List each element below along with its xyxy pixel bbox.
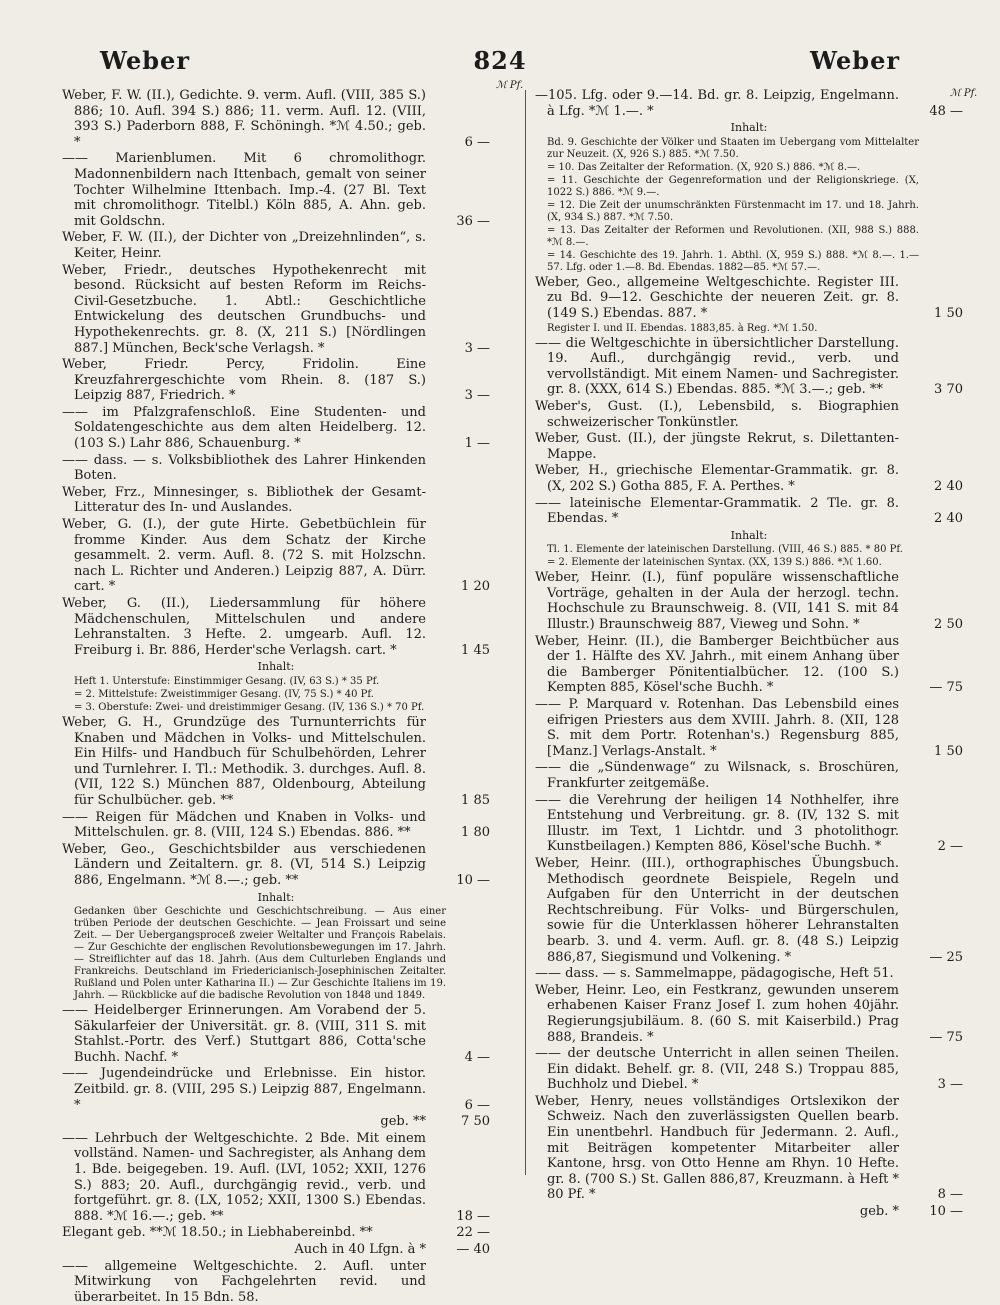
entry-price: 3 — xyxy=(464,388,490,404)
entry-text: —— lateinische Elementar-Grammatik. 2 Tle. gr. 8. Ebendas. * xyxy=(535,495,899,527)
entry-text: Weber, Heinr. (I.), fünf populäre wissenschaftliche Vorträge, gehalten in der Aula der herzogl. techn. Hochschule zu Braunschweig. 8. (VII, 141 S. mit 84 Illustr.) Braunschweig 887, Vieweg und Sohn. * xyxy=(535,570,899,633)
entry-text: Weber, Gust. (II.), der jüngste Rekrut, s. Dilettanten-Mappe. xyxy=(535,431,899,462)
bibliography-entry xyxy=(62,1242,490,1258)
bibliography-entry xyxy=(62,485,490,516)
entry-price: 36 — xyxy=(456,213,490,229)
register-note: Register I. und II. Ebendas. 1883,85. à Reg. *ℳ 1.50. xyxy=(547,322,818,334)
contents-line: = 14. Geschichte des 19. Jahrh. 1. Abthl. (X, 959 S.) 888. *ℳ 8.—. 1.—57. Lfg. oder 1.—8. Bd. Ebendas. 1882—85. *ℳ 57.—. xyxy=(547,249,919,273)
contents-line: Bd. 9. Geschichte der Völker und Staaten im Uebergang vom Mittelalter zur Neuzeit. (X, 926 S.) 885. *ℳ 7.50. xyxy=(547,136,919,160)
contents-heading: Inhalt: xyxy=(730,528,768,542)
entry-text: Elegant geb. **ℳ 18.50.; in Liebhabereinbd. ** xyxy=(62,1225,373,1241)
bibliography-entry xyxy=(62,596,490,658)
entry-price: — 75 xyxy=(929,1029,963,1045)
entry-text: —— dass. — s. Volksbibliothek des Lahrer Hinkenden Boten. xyxy=(62,452,426,484)
entry-text: Weber, Frz., Minnesinger, s. Bibliothek der Gesamt-Litteratur des In- und Auslandes. xyxy=(62,484,426,516)
entry-text: Weber, F. W. (II.), der Dichter von „Dreizehnlinden“, s. Keiter, Heinr. xyxy=(62,230,426,261)
bibliography-entry xyxy=(62,263,490,357)
entry-text: Weber, Geo., Geschichtsbilder aus verschiedenen Ländern und Zeitaltern. gr. 8. (VI, 514 S.) Leipzig 886, Engelmann. *ℳ 8.—.; geb. ** xyxy=(62,841,426,888)
money-column-head-right: ℳ Pf. xyxy=(950,88,978,99)
contents-heading: Inhalt: xyxy=(257,660,295,674)
bibliography-entry xyxy=(62,1259,490,1305)
contents-line: = 11. Geschichte der Gegenreformation und der Religionskriege. (X, 1022 S.) 886. *ℳ 9.—. xyxy=(547,174,919,198)
bibliography-entry xyxy=(535,570,963,632)
bibliography-entry xyxy=(535,760,963,791)
bibliography-entry xyxy=(535,966,963,982)
contents-line: Gedanken über Geschichte und Geschichtschreibung. — Aus einer trüben Periode der deutschen Geschichte. — Jean Froissart und seine Zeit. — Der Uebergangsproceß zweier Weltalter und François Rabelais. — Zur Geschichte der englischen Revolutionsbewegungen im 17. Jahrh. — Streiflichter auf das 18. Jahrh. (Aus dem Culturleben Englands und Frankreichs. Deutschland im Friedericianisch-Josephinischen Zeitalter. Rußland und Polen unter Katharina II.) — Zur Geschichte Italiens im 19. Jahrh. — Rückblicke auf die badische Revolution von 1848 und 1849. xyxy=(74,906,446,1002)
entry-text: Weber, G. (I.), der gute Hirte. Gebetbüchlein für fromme Kinder. Aus dem Schatz der Kirche gesammelt. 2. verm. Aufl. 8. (72 S. mit Holzschn. nach L. Richter und Anderen.) Leipzig 887, A. Dürr. cart. * xyxy=(62,517,426,595)
entry-price: 1 50 xyxy=(934,743,963,759)
bibliography-entry xyxy=(62,715,490,809)
entry-text: —— dass. — s. Sammelmappe, pädagogische, Heft 51. xyxy=(535,966,894,982)
contents-line: = 2. Elemente der lateinischen Syntax. (XX, 139 S.) 886. *ℳ 1.60. xyxy=(547,557,882,569)
entry-text: Weber, G. H., Grundzüge des Turnunterrichts für Knaben und Mädchen in Volks- und Mittelschulen. Ein Hilfs- und Handbuch für Schulbehörden, Lehrer und Turnlehrer. I. Tl.: Methodik. 3. durchges. Aufl. 8. (VII, 122 S.) München 887, Oldenbourg, Abteilung für Schulbücher. geb. ** xyxy=(62,714,426,808)
bibliography-entry xyxy=(62,88,490,150)
entry-price: 1 85 xyxy=(461,792,490,808)
bibliography-entry xyxy=(62,1066,490,1113)
contents-line: = 3. Oberstufe: Zwei- und dreistimmiger Gesang. (IV, 136 S.) * 70 Pf. xyxy=(74,701,425,713)
entry-text: —— Reigen für Mädchen und Knaben in Volks- und Mittelschulen. gr. 8. (VIII, 124 S.) Ebendas. 886. ** xyxy=(62,809,426,841)
entry-text: Weber, Heinr. (III.), orthographisches Übungsbuch. Methodisch geordnete Beispiele, Regeln und Aufgaben für den Unterricht in der deutschen Rechtschreibung. Für Volks- und Bürgerschulen, sowie für die Unterklassen höherer Lehranstalten bearb. 3. und 4. verm. Aufl. gr. 8. (48 S.) Leipzig 886,87, Siegismund und Volkening. * xyxy=(535,855,899,965)
entry-text: —— allgemeine Weltgeschichte. 2. Aufl. unter Mitwirkung von Fachgelehrten revid. und überarbeitet. In 15 Bdn. 58. xyxy=(62,1258,426,1305)
bibliography-entry xyxy=(535,399,963,430)
entry-price: 1 — xyxy=(464,436,490,452)
entry-price: — 40 xyxy=(456,1242,490,1257)
entry-price: 22 — xyxy=(456,1225,490,1241)
entry-price: — 75 xyxy=(929,680,963,696)
header-left-keyword: Weber xyxy=(100,46,190,75)
bibliography-entry xyxy=(535,856,963,965)
bibliography-entry xyxy=(62,405,490,452)
entry-price: 7 50 xyxy=(461,1114,490,1130)
bibliography-entry xyxy=(62,1225,490,1241)
entry-text: —— im Pfalzgrafenschloß. Eine Studenten- und Soldatengeschichte aus dem alten Heidelberg. 12. (103 S.) Lahr 886, Schauenburg. * xyxy=(62,404,426,452)
entry-price: 18 — xyxy=(456,1208,490,1224)
bibliography-entry xyxy=(535,463,963,494)
bibliography-entry xyxy=(62,842,490,889)
bibliography-entry xyxy=(62,1003,490,1065)
bibliography-entry xyxy=(62,151,490,229)
left-column xyxy=(62,88,490,1305)
entry-text: —— Marienblumen. Mit 6 chromolithogr. Madonnenbildern nach Ittenbach, gemalt von seiner Tochter Wilhelmine Ittenbach. Imp.-4. (27 Bl. Text mit chromolithogr. Titelbl.) Köln 885, A. Ahn. geb. mit Goldschn. xyxy=(62,151,426,229)
entry-text: Weber, Henry, neues vollständiges Ortslexikon der Schweiz. Nach den zuverlässigsten Quellen bearb. Ein unentbehrl. Handbuch für Jedermann. 2. Aufl., mit Beiträgen kompetenter Mitarbeiter aller Kantone, hrsg. von Otto Henne am Rhyn. 10 Hefte. gr. 8. (700 S.) St. Gallen 886,87, Kreuzmann. à Heft * 80 Pf. * xyxy=(535,1093,900,1203)
entry-text: Weber, G. (II.), Liedersammlung für höhere Mädchenschulen, Mittelschulen und andere Lehranstalten. 3 Hefte. 2. umgearb. Aufl. 12. Freiburg i. Br. 886, Herder'sche Verlagsh. cart. * xyxy=(62,596,426,658)
entry-price: 1 45 xyxy=(461,642,490,658)
entry-text: Weber, H., griechische Elementar-Grammatik. gr. 8. (X, 202 S.) Gotha 885, F. A. Perthes. * xyxy=(535,463,899,494)
entry-text: Auch in 40 Lfgn. à * xyxy=(294,1242,426,1257)
contents-heading: Inhalt: xyxy=(730,121,768,135)
entry-price: 2 — xyxy=(937,839,963,855)
entry-text: Weber's, Gust. (I.), Lebensbild, s. Biographien schweizerischer Tonkünstler. xyxy=(535,398,899,430)
contents-line: Heft 1. Unterstufe: Einstimmiger Gesang. (IV, 63 S.) * 35 Pf. xyxy=(74,675,380,687)
entry-text: Weber, F. W. (II.), Gedichte. 9. verm. Aufl. (VIII, 385 S.) 886; 10. Aufl. 394 S.) 886; 11. verm. Aufl. 12. (VIII, 393 S.) Paderborn 888, F. Schöningh. *ℳ 4.50.; geb. * xyxy=(62,88,426,150)
bibliography-entry xyxy=(535,697,963,759)
contents-heading: Inhalt: xyxy=(257,890,295,904)
entry-text: geb. ** xyxy=(380,1114,426,1130)
bibliography-entry xyxy=(535,496,963,527)
bibliography-entry xyxy=(535,634,963,696)
bibliography-entry xyxy=(535,793,963,855)
entry-price: 48 — xyxy=(929,103,963,119)
entry-price: 2 50 xyxy=(934,617,963,633)
entry-text: —105. Lfg. oder 9.—14. Bd. gr. 8. Leipzig, Engelmann. à Lfg. *ℳ 1.—. * xyxy=(535,88,899,119)
entry-price: — 25 xyxy=(929,949,963,965)
entry-text: —— die „Sündenwage“ zu Wilsnack, s. Broschüren, Frankfurter zeitgemäße. xyxy=(535,760,899,791)
entry-text: —— die Weltgeschichte in übersichtlicher Darstellung. 19. Aufl., durchgängig revid., verb. und vervollständigt. Mit einem Namen- und Sachregister. gr. 8. (XXX, 614 S.) Ebendas. 885. *ℳ 3.—.; geb. ** xyxy=(535,335,899,398)
entry-price: 6 — xyxy=(464,1097,490,1113)
bibliography-entry xyxy=(535,983,963,1045)
entry-text: Weber, Heinr. (II.), die Bamberger Beichtbücher aus der 1. Hälfte des XV. Jahrh., mit einem Anhang über die Bamberger Pönitentialbücher. 12. (100 S.) Kempten 885, Kösel'sche Buchh. * xyxy=(535,633,899,696)
right-column xyxy=(535,88,963,1220)
bibliography-entry xyxy=(535,336,963,398)
entry-text: Weber, Heinr. Leo, ein Festkranz, gewunden unserem erhabenen Kaiser Franz Josef I. zum hohen 40jähr. Regierungsjubiläum. 8. (60 S. mit Kaiserbild.) Prag 888, Brandeis. * xyxy=(535,982,899,1045)
column-divider xyxy=(525,90,526,1175)
bibliography-entry xyxy=(62,1131,490,1225)
entry-price: 3 — xyxy=(937,1077,963,1093)
entry-price: 1 50 xyxy=(934,305,963,321)
entry-text: Weber, Geo., allgemeine Weltgeschichte. Register III. zu Bd. 9—12. Geschichte der neueren Zeit. gr. 8. (149 S.) Ebendas. 887. * xyxy=(535,274,899,321)
money-column-head-left: ℳ Pf. xyxy=(496,80,524,91)
bibliography-entry xyxy=(535,1204,963,1220)
bibliography-entry xyxy=(62,1114,490,1130)
entry-price: 2 40 xyxy=(934,478,963,494)
bibliography-entry xyxy=(535,275,963,322)
entry-text: geb. * xyxy=(859,1204,899,1220)
entry-price: 6 — xyxy=(464,134,490,150)
entry-price: 8 — xyxy=(937,1187,963,1203)
entry-text: —— die Verehrung der heiligen 14 Nothhelfer, ihre Entstehung und Verbreitung. gr. 8. (IV, 132 S. mit Illustr. im Text, 1 Lichtdr. und 3 photolithogr. Kunstbeilagen.) Kempten 886, Kösel'sche Buchh. * xyxy=(535,792,899,855)
header-right-keyword: Weber xyxy=(810,46,900,75)
bibliography-entry xyxy=(62,230,490,261)
bibliography-entry xyxy=(62,517,490,595)
entry-price: 3 70 xyxy=(934,382,963,398)
contents-line: = 12. Die Zeit der unumschränkten Fürstenmacht im 17. und 18. Jahrh. (X, 934 S.) 887. *ℳ 7.50. xyxy=(547,199,919,223)
contents-line: = 10. Das Zeitalter der Reformation. (X, 920 S.) 886. *ℳ 8.—. xyxy=(547,161,861,173)
entry-price: 10 — xyxy=(456,872,490,888)
bibliography-entry xyxy=(535,1046,963,1093)
bibliography-entry xyxy=(535,1094,963,1203)
bibliography-entry xyxy=(535,431,963,462)
entry-text: —— Lehrbuch der Weltgeschichte. 2 Bde. Mit einem vollständ. Namen- und Sachregister, als Anhang dem 1. Bde. beigegeben. 19. Aufl. (LVI, 1052; XXII, 1276 S.) 883; 20. Aufl., durchgängig revid., verb. und fortgeführt. gr. 8. (LX, 1052; XXII, 1300 S.) Ebendas. 888. *ℳ 16.—.; geb. ** xyxy=(62,1130,426,1224)
contents-line: = 2. Mittelstufe: Zweistimmiger Gesang. (IV, 75 S.) * 40 Pf. xyxy=(74,688,374,700)
entry-price: 2 40 xyxy=(934,511,963,527)
entry-price: 1 80 xyxy=(461,825,490,841)
bibliography-entry xyxy=(62,357,490,404)
entry-price: 1 20 xyxy=(461,579,490,595)
entry-text: Weber, Friedr., deutsches Hypothekenrecht mit besond. Rücksicht auf besten Reform im Reichs-Civil-Gesetzbuche. 1. Abtl.: Geschichtliche Entwickelung des deutschen Grundbuchs- und Hypothekenrechts. gr. 8. (X, 211 S.) [Nördlingen 887.] München, Beck'sche Verlagsh. * xyxy=(62,262,426,356)
bibliography-entry xyxy=(62,810,490,841)
entry-text: —— Jugendeindrücke und Erlebnisse. Ein histor. Zeitbild. gr. 8. (VIII, 295 S.) Leipzig 887, Engelmann. * xyxy=(62,1066,426,1113)
entry-text: —— Heidelberger Erinnerungen. Am Vorabend der 5. Säkularfeier der Universität. gr. 8. (VIII, 311 S. mit Stahlst.-Portr. des Verf.) Stuttgart 886, Cotta'sche Buchh. Nachf. * xyxy=(62,1003,426,1065)
entry-text: Weber, Friedr. Percy, Fridolin. Eine Kreuzfahrergeschichte vom Rhein. 8. (187 S.) Leipzig 887, Friedrich. * xyxy=(62,357,426,404)
contents-line: = 13. Das Zeitalter der Reformen und Revolutionen. (XII, 988 S.) 888. *ℳ 8.—. xyxy=(547,224,919,248)
bibliography-entry xyxy=(535,88,963,119)
entry-price: 3 — xyxy=(464,340,490,356)
page-number: 824 xyxy=(473,46,527,75)
entry-text: —— P. Marquard v. Rotenhan. Das Lebensbild eines eifrigen Priesters aus dem XVIII. Jahrh. 8. (XII, 128 S. mit dem Portr. Rotenhan's.) Regensburg 885, [Manz.] Verlags-Anstalt. * xyxy=(535,697,899,759)
entry-price: 10 — xyxy=(929,1204,963,1220)
entry-price: 4 — xyxy=(464,1049,490,1065)
contents-line: Tl. 1. Elemente der lateinischen Darstellung. (VIII, 46 S.) 885. * 80 Pf. xyxy=(547,544,903,556)
bibliography-entry xyxy=(62,453,490,484)
entry-text: —— der deutsche Unterricht in allen seinen Theilen. Ein didakt. Behelf. gr. 8. (VII, 248 S.) Troppau 885, Buchholz und Diebel. * xyxy=(535,1046,899,1093)
